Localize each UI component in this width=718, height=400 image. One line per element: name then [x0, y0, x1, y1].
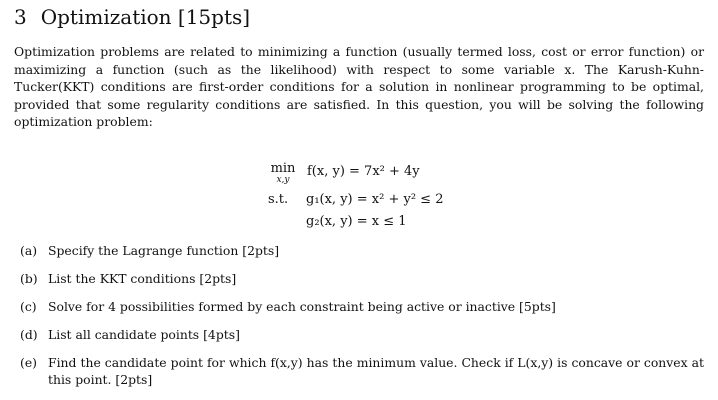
- part-label: (b): [20, 271, 38, 286]
- intro-paragraph: Optimization problems are related to minimizing a function (usually termed loss, cost or error function) or maximizing a function (such as the likelihood) with respect to some variable x. The Karush-Kuhn-Tucker(KKT) conditions are first-order conditions for a solution in nonlinear programming to be optimal, provided that some regularity conditions are satisfied. In this question, you will be solving the following optimization problem:: [14, 44, 704, 130]
- part-c: [20, 298, 704, 315]
- objective-function: f(x, y) = 7x² + 4y: [307, 164, 420, 179]
- part-e: [20, 354, 704, 388]
- section-title: Optimization [15pts]: [40, 5, 251, 29]
- part-text: List the KKT conditions [2pts]: [48, 271, 237, 286]
- part-text: List all candidate points [4pts]: [48, 327, 240, 342]
- section-heading: [14, 5, 250, 29]
- min-operator-subscript: x,y: [276, 175, 290, 185]
- constraint-g1: g₁(x, y) = x² + y² ≤ 2: [306, 192, 444, 207]
- subject-to-label: s.t.: [268, 192, 289, 207]
- section-number: 3: [14, 5, 27, 29]
- part-label: (a): [20, 243, 38, 258]
- part-text: Solve for 4 possibilities formed by each constraint being active or inactive [5pts]: [48, 299, 556, 314]
- min-operator-text: min: [270, 161, 296, 176]
- part-label: (e): [20, 355, 38, 370]
- part-text: Specify the Lagrange function [2pts]: [48, 243, 280, 258]
- part-d: [20, 326, 704, 343]
- part-text: Find the candidate point for which f(x,y) has the minimum value. Check if L(x,y) is concave or convex at this point. [2pts]: [48, 355, 704, 387]
- part-label: (c): [20, 299, 37, 314]
- part-b: [20, 270, 704, 287]
- min-operator: [268, 162, 298, 185]
- part-a: [20, 242, 704, 259]
- constraint-g2: g₂(x, y) = x ≤ 1: [306, 214, 407, 229]
- part-label: (d): [20, 327, 38, 342]
